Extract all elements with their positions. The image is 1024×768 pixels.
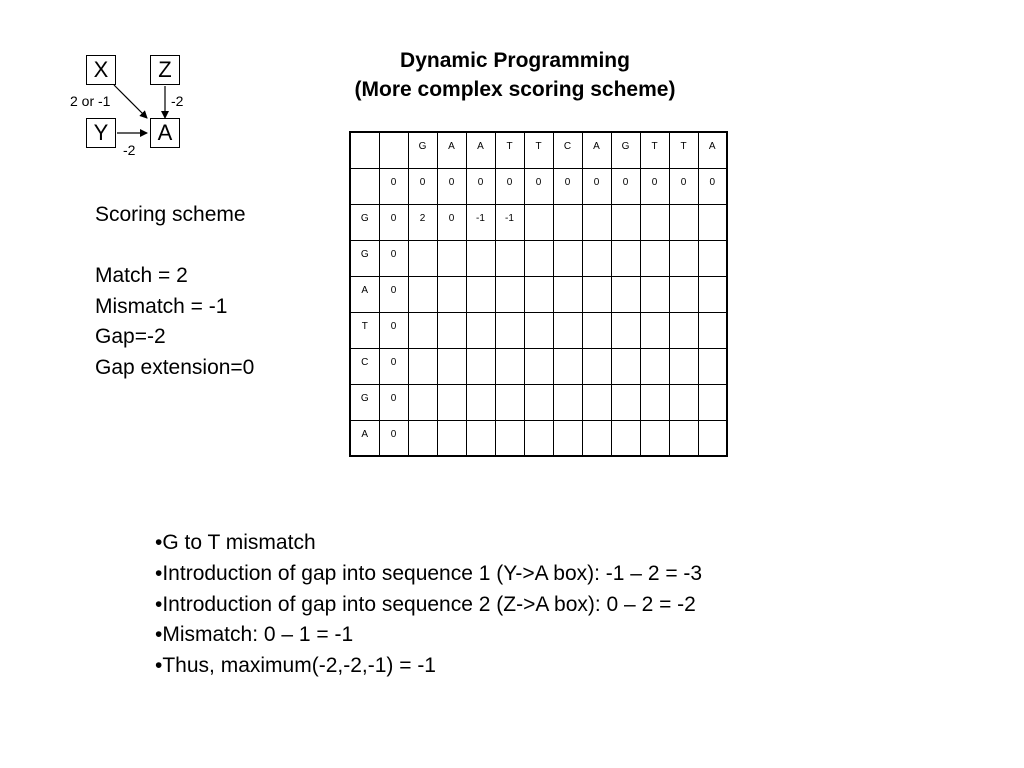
matrix-cell: 0 [698, 168, 727, 204]
matrix-cell: G [611, 132, 640, 168]
matrix-cell: T [350, 312, 379, 348]
matrix-cell [495, 312, 524, 348]
matrix-row [350, 240, 727, 276]
matrix-cell: T [495, 132, 524, 168]
matrix-cell [669, 420, 698, 456]
matrix-cell [698, 240, 727, 276]
matrix-cell [669, 348, 698, 384]
matrix-cell [466, 348, 495, 384]
label-y-to-a: -2 [123, 142, 136, 158]
matrix-cell: A [350, 276, 379, 312]
matrix-cell: A [437, 132, 466, 168]
matrix-cell: 0 [379, 384, 408, 420]
matrix-cell: 0 [379, 348, 408, 384]
matrix-cell [437, 276, 466, 312]
matrix-cell [437, 420, 466, 456]
matrix-cell [669, 240, 698, 276]
matrix-cell: T [669, 132, 698, 168]
matrix-cell: A [350, 420, 379, 456]
matrix-cell [408, 384, 437, 420]
matrix-cell [582, 312, 611, 348]
matrix-cell: G [408, 132, 437, 168]
matrix-cell: 0 [437, 168, 466, 204]
matrix-row [350, 168, 727, 204]
dp-matrix [349, 131, 728, 457]
matrix-cell: C [553, 132, 582, 168]
title-line-1: Dynamic Programming [400, 49, 630, 72]
matrix-cell [524, 348, 553, 384]
matrix-cell [495, 384, 524, 420]
matrix-cell [495, 240, 524, 276]
matrix-cell [408, 348, 437, 384]
matrix-row [350, 204, 727, 240]
matrix-cell [437, 384, 466, 420]
scoring-mismatch: Mismatch = -1 [95, 294, 228, 318]
matrix-cell [408, 312, 437, 348]
matrix-cell [350, 132, 379, 168]
matrix-cell [437, 240, 466, 276]
matrix-cell: -1 [466, 204, 495, 240]
matrix-cell [408, 240, 437, 276]
matrix-cell [553, 204, 582, 240]
matrix-cell: 2 [408, 204, 437, 240]
matrix-row [350, 132, 727, 168]
matrix-cell [495, 420, 524, 456]
matrix-cell [669, 204, 698, 240]
matrix-cell [408, 420, 437, 456]
matrix-row [350, 348, 727, 384]
label-x-to-a: 2 or -1 [70, 93, 111, 109]
matrix-cell [582, 276, 611, 312]
matrix-cell [553, 312, 582, 348]
matrix-cell [640, 276, 669, 312]
matrix-cell [611, 312, 640, 348]
matrix-cell [408, 276, 437, 312]
matrix-cell: 0 [524, 168, 553, 204]
explanation-item: •Introduction of gap into sequence 1 (Y->A box): -1 – 2 = -3 [155, 561, 703, 585]
explanation-item: •Introduction of gap into sequence 2 (Z->A box): 0 – 2 = -2 [155, 592, 696, 616]
matrix-cell: 0 [408, 168, 437, 204]
matrix-cell [524, 384, 553, 420]
matrix-cell: 0 [379, 204, 408, 240]
matrix-cell [553, 276, 582, 312]
matrix-cell: G [350, 240, 379, 276]
matrix-cell [640, 204, 669, 240]
matrix-cell [495, 276, 524, 312]
matrix-cell [524, 312, 553, 348]
matrix-cell [640, 348, 669, 384]
matrix-cell [553, 384, 582, 420]
slide-title [300, 46, 730, 104]
matrix-cell [379, 132, 408, 168]
matrix-cell: 0 [379, 240, 408, 276]
box-z: Z [150, 55, 180, 85]
matrix-cell: 0 [553, 168, 582, 204]
matrix-cell [437, 312, 466, 348]
matrix-cell [524, 204, 553, 240]
matrix-cell [669, 312, 698, 348]
matrix-cell: G [350, 384, 379, 420]
matrix-cell [669, 276, 698, 312]
matrix-cell [437, 348, 466, 384]
matrix-cell: 0 [495, 168, 524, 204]
matrix-cell [582, 240, 611, 276]
scoring-gap: Gap=-2 [95, 325, 166, 348]
matrix-cell: 0 [379, 168, 408, 204]
matrix-cell [582, 384, 611, 420]
matrix-cell [524, 276, 553, 312]
matrix-cell [495, 348, 524, 384]
matrix-cell [669, 384, 698, 420]
box-x: X [86, 55, 116, 85]
matrix-cell [582, 204, 611, 240]
matrix-cell: T [524, 132, 553, 168]
explanation-item: •Thus, maximum(-2,-2,-1) = -1 [155, 654, 436, 678]
scoring-match: Match = 2 [95, 264, 188, 287]
matrix-cell: C [350, 348, 379, 384]
matrix-cell [466, 276, 495, 312]
scoring-scheme [95, 200, 254, 383]
matrix-cell: 0 [466, 168, 495, 204]
matrix-cell [611, 384, 640, 420]
matrix-cell: 0 [669, 168, 698, 204]
scoring-gap-extension: Gap extension=0 [95, 355, 255, 379]
matrix-cell [698, 420, 727, 456]
matrix-cell [466, 384, 495, 420]
matrix-cell: -1 [495, 204, 524, 240]
title-line-2: (More complex scoring scheme) [354, 78, 676, 101]
matrix-cell [698, 276, 727, 312]
matrix-cell: A [466, 132, 495, 168]
matrix-cell [698, 204, 727, 240]
explanation-list [155, 528, 702, 682]
explanation-item: •Mismatch: 0 – 1 = -1 [155, 623, 354, 647]
scoring-heading: Scoring scheme [95, 203, 246, 226]
matrix-cell [466, 420, 495, 456]
matrix-cell [582, 420, 611, 456]
matrix-cell [611, 204, 640, 240]
matrix-cell: 0 [379, 312, 408, 348]
matrix-cell [698, 348, 727, 384]
matrix-cell [611, 276, 640, 312]
matrix-cell [698, 384, 727, 420]
matrix-cell [553, 348, 582, 384]
matrix-cell: A [582, 132, 611, 168]
matrix-cell [524, 420, 553, 456]
arrow-x-to-a [114, 85, 147, 118]
matrix-cell [611, 420, 640, 456]
matrix-cell: 0 [437, 204, 466, 240]
matrix-cell [611, 348, 640, 384]
box-a: A [150, 118, 180, 148]
matrix-row [350, 384, 727, 420]
matrix-cell [698, 312, 727, 348]
matrix-cell: G [350, 204, 379, 240]
matrix-row [350, 312, 727, 348]
matrix-cell: 0 [379, 420, 408, 456]
matrix-cell [640, 312, 669, 348]
matrix-cell: 0 [582, 168, 611, 204]
matrix-cell [582, 348, 611, 384]
matrix-cell [640, 240, 669, 276]
matrix-cell [611, 240, 640, 276]
matrix-cell: 0 [611, 168, 640, 204]
matrix-cell: 0 [640, 168, 669, 204]
box-y: Y [86, 118, 116, 148]
matrix-cell [553, 420, 582, 456]
matrix-cell: T [640, 132, 669, 168]
scoring-spacer [95, 231, 254, 262]
matrix-cell [466, 312, 495, 348]
matrix-cell [524, 240, 553, 276]
matrix-cell [350, 168, 379, 204]
matrix-cell [640, 384, 669, 420]
matrix-cell [553, 240, 582, 276]
matrix-cell [466, 240, 495, 276]
matrix-row [350, 276, 727, 312]
explanation-item: •G to T mismatch [155, 531, 316, 554]
matrix-cell [640, 420, 669, 456]
matrix-row [350, 420, 727, 456]
dp-matrix-body [350, 132, 727, 456]
matrix-cell: A [698, 132, 727, 168]
label-z-to-a: -2 [171, 93, 184, 109]
matrix-cell: 0 [379, 276, 408, 312]
